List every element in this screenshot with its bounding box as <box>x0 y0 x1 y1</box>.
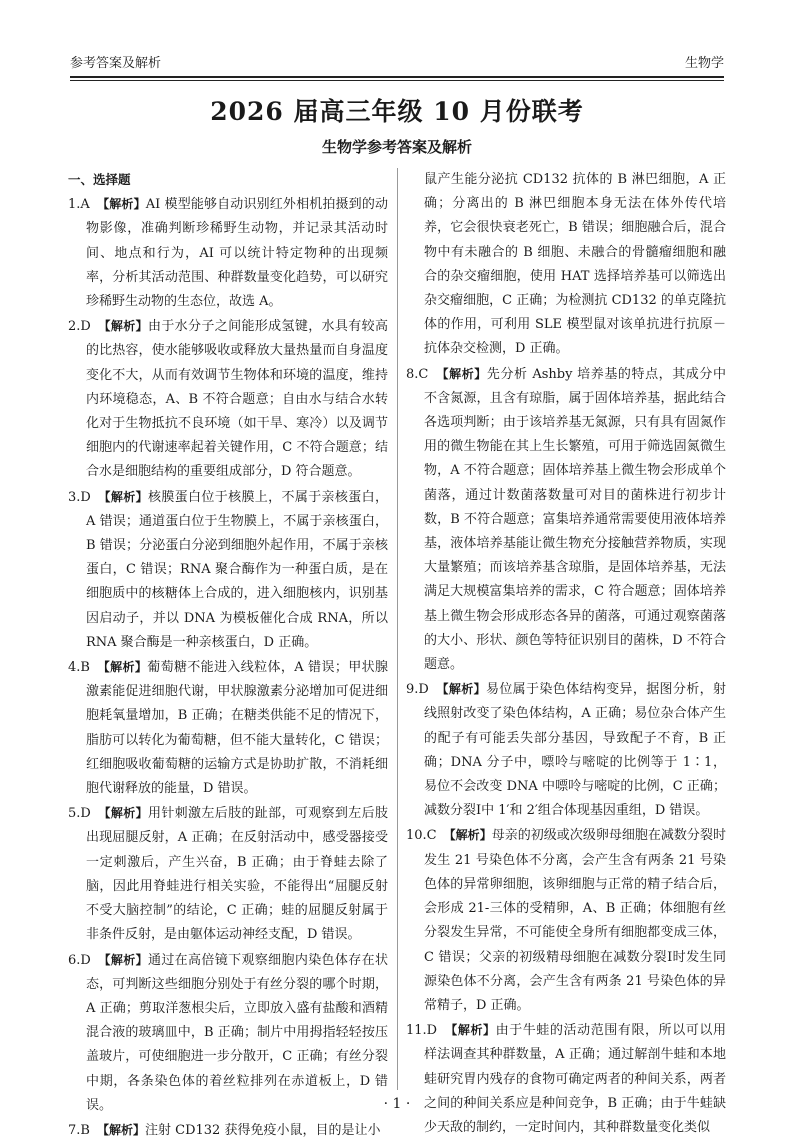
analysis-tag: 【解析】 <box>104 319 148 334</box>
analysis-tag: 【解析】 <box>103 660 148 675</box>
question-item <box>406 1018 726 1140</box>
question-number: 11.D <box>406 1023 438 1039</box>
question-number: 3.D <box>68 489 91 505</box>
analysis-tag: 【解析】 <box>104 489 148 504</box>
page-number: · 1 · <box>383 1096 411 1112</box>
question-item <box>68 948 388 1118</box>
analysis-tag: 【解析】 <box>104 806 148 821</box>
question-number: 1.A <box>68 197 90 213</box>
header-left-label: 参考答案及解析 <box>70 56 162 71</box>
question-item <box>406 823 726 1018</box>
question-number: 4.B <box>68 660 90 676</box>
question-text: 注射 CD132 获得免疫小鼠，目的是让小 <box>145 1122 381 1138</box>
question-text: 易位属于染色体结构变异，据图分析，射线照射改变了染色体结构，A 正确；易位杂合体产生的配子有可能丢失部分基因，导致配子不育，B 正确；DNA 分子中，嘌呤与嘧啶的比例等于 1∶1，易位不会改变 DNA 中嘌呤与嘧啶的比例，C 正确；减数分裂Ⅰ中 1′和 2′组合体现基因重组，D 错误。 <box>424 682 726 819</box>
analysis-tag: 【解析】 <box>102 1122 145 1137</box>
question-item <box>68 801 388 947</box>
question-item <box>406 362 726 678</box>
question-number: 8.C <box>406 366 429 382</box>
question-item <box>68 192 388 314</box>
question-text: 母亲的初级或次级卵母细胞在减数分裂时发生 21 号染色体不分离，会产生含有两条 21 号染色体的异常卵细胞，该卵细胞与正常的精子结合后，会形成 21-三体的受精卵，A、B 正确；体细胞有丝分裂发生异常，不可能使全身所有细胞都变成三体，C 错误；父亲的初级精母细胞在减数分裂Ⅰ时发生同源染色体不分离，会产生含有两条 21 号染色体的异常精子，D 正确。 <box>424 828 726 1013</box>
header-rule-thick <box>70 76 724 78</box>
question-item <box>68 314 388 484</box>
question-item <box>406 677 726 823</box>
question-text: 由于牛蛙的活动范围有限，所以可以用样法调查其种群数量，A 正确；通过解剖牛蛙和本地蛙研究胃内残存的食物可确定两者的种间关系，两者之间的种间关系应是种间竞争，B 正确；由于牛蛙缺少天敌的制约，一定时间内，其种群数量变化类似 <box>424 1023 726 1135</box>
question-number: 7.B <box>68 1122 90 1138</box>
question-number: 5.D <box>68 806 91 822</box>
question-continuation: 鼠产生能分泌抗 CD132 抗体的 B 淋巴细胞，A 正确；分离出的 B 淋巴细胞本身无法在体外传代培养，它会很快衰老死亡，B 错误；细胞融合后，混合物中有未融合的 B 细胞、未融合的骨髓瘤细胞和融合的杂交瘤细胞，使用 HAT 选择培养基可以筛选出杂交瘤细胞，C 正确；为检测抗 CD132 的单克隆抗体的作用，可利用 SLE 模型鼠对该单抗进行抗原－抗体杂交检测，D 正确。 <box>424 172 726 357</box>
analysis-tag: 【解析】 <box>103 197 146 212</box>
header-right-label: 生物学 <box>684 56 724 71</box>
question-text: 通过在高倍镜下观察细胞内染色体存在状态，可判断这些细胞分别处于有丝分裂的哪个时期，A 正确；剪取洋葱根尖后，立即放入盛有盐酸和酒精混合液的玻璃皿中，B 正确；制片中用拇指轻轻按压盖玻片，可使细胞进一步分散开，C 正确；有丝分裂中期，各条染色体的着丝粒排列在赤道板上，D 错误。 <box>86 952 388 1113</box>
question-text: AI 模型能够自动识别红外相机拍摄到的动物影像，准确判断珍稀野生动物，并记录其活动时间、地点和行为，AI 可以统计特定物种的出现频率，分析其活动范围、种群数量变化趋势，可以研究珍稀野生动物的生态位，故选 A。 <box>86 197 388 310</box>
question-number: 6.D <box>68 952 91 968</box>
question-item <box>68 655 388 801</box>
question-text: 用针刺激左后肢的趾部，可观察到左后肢出现屈腿反射，A 正确；在反射活动中，感受器接受一定刺激后，产生兴奋，B 正确；由于脊蛙去除了脑，因此用脊蛙进行相关实验，不能得出“屈腿反射不受大脑控制”的结论，C 正确；蛙的屈腿反射属于非条件反射，是由躯体运动神经支配，D 错误。 <box>86 806 388 943</box>
question-text: 先分析 Ashby 培养基的特点，其成分中不含氮源，且含有琼脂，属于固体培养基，据此结合各选项判断；由于该培养基无氮源，只有具有固氮作用的微生物能在其上生长繁殖，可用于筛选固氮微生物，A 不符合题意；固体培养基上微生物会形成单个菌落，通过计数菌落数量可对目的菌株进行初步计数，B 不符合题意；富集培养通常需要使用液体培养基，液体培养基能让微生物充分接触营养物质，实现大量繁殖；而该培养基含琼脂，是固体培养基，无法满足大规模富集培养的需求，C 符合题意；固体培养基上微生物会形成形态各异的菌落，可通过观察菌落的大小、形状、颜色等特征识别目的菌株，D 不符合题意。 <box>424 366 726 673</box>
analysis-tag: 【解析】 <box>442 366 487 381</box>
question-number: 10.C <box>406 828 437 844</box>
column-divider <box>397 168 398 1090</box>
question-number: 2.D <box>68 319 91 335</box>
left-column <box>68 168 388 1138</box>
analysis-tag: 【解析】 <box>451 1023 496 1038</box>
question-text: 葡萄糖不能进入线粒体，A 错误；甲状腺激素能促进细胞代谢，甲状腺激素分泌增加可促进细胞耗氧量增加，B 正确；在糖类供能不足的情况下，脂肪可以转化为葡萄糖，但不能大量转化，C 错误；红细胞吸收葡萄糖的运输方式是协助扩散，不消耗细胞代谢释放的能量，D 错误。 <box>86 660 388 797</box>
page-subtitle: 生物学参考答案及解析 <box>321 138 472 156</box>
question-number: 9.D <box>406 682 429 698</box>
page-header <box>70 52 724 74</box>
analysis-tag: 【解析】 <box>442 682 486 697</box>
right-column <box>406 168 726 1135</box>
question-item <box>68 1118 388 1143</box>
question-text: 由于水分子之间能形成氢键，水具有较高的比热容，使水能够吸收或释放大量热量而自身温度变化不大，从而有效调节生物体和环境的温度，维持内环境稳态，A、B 不符合题意；自由水与结合水转化对于生物抵抗不良环境（如干旱、寒冷）以及调节细胞内的代谢速率起着关键作用，C 不符合题意；结合水是细胞结构的重要组成部分，D 符合题意。 <box>86 319 388 480</box>
header-rule-thin <box>70 80 724 81</box>
analysis-tag: 【解析】 <box>449 828 492 843</box>
page-title: 2026 届高三年级 10 月份联考 <box>210 97 584 126</box>
section-heading: 一、选择题 <box>68 172 131 187</box>
question-text: 核膜蛋白位于核膜上，不属于亲核蛋白，A 错误；通道蛋白位于生物膜上，不属于亲核蛋白，B 错误；分泌蛋白分泌到细胞外起作用，不属于亲核蛋白，C 错误；RNA 聚合酶作为一种蛋白质，是在细胞质中的核糖体上合成的，进入细胞核内，识别基因启动子，并以 DNA 为模板催化合成 RNA，所以 RNA 聚合酶是一种亲核蛋白，D 正确。 <box>86 489 388 650</box>
question-item <box>68 485 388 655</box>
analysis-tag: 【解析】 <box>104 952 148 967</box>
